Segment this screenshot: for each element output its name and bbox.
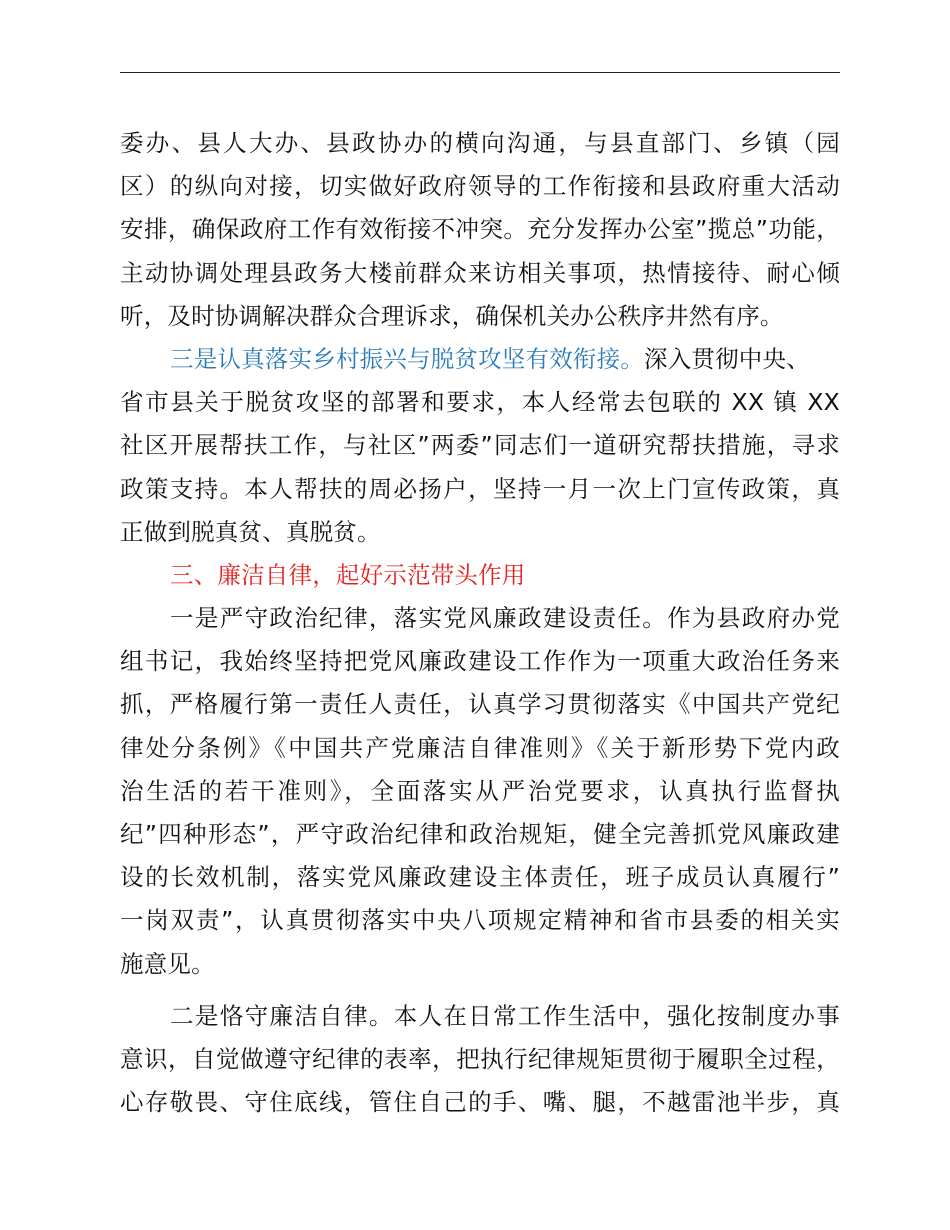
paragraph-first-line: 二是恪守廉洁自律。本人在日常工作生活中，强化按制度办事: [170, 1001, 840, 1030]
text-line: 治生活的若干准则》，全面落实从严治党要求，认真执行监督执: [120, 776, 840, 805]
text-line: 抓，严格履行第一责任人责任，认真学习贯彻落实《中国共产党纪: [120, 690, 840, 719]
text-line: 省市县关于脱贫攻坚的部署和要求，本人经常去包联的 XX 镇 XX: [120, 388, 840, 417]
text-line: 正做到脱真贫、真脱贫。: [120, 517, 381, 546]
text-line: 委办、县人大办、县政协办的横向沟通，与县直部门、乡镇（园: [120, 129, 840, 157]
section-title: 三、廉洁自律，起好示范带头作用: [170, 560, 526, 589]
rural-heading-rest: 深入贯彻中央、: [644, 344, 810, 373]
integrity-paragraph: [120, 995, 840, 1125]
coordination-paragraph: [120, 122, 840, 338]
discipline-paragraph: [120, 597, 840, 986]
text-line: 主动协调处理县政务大楼前群众来访相关事项，热情接待、耐心倾: [120, 258, 840, 287]
text-line: 政策支持。本人帮扶的周必扬户，坚持一月一次上门宣传政策，真: [120, 474, 840, 503]
text-line: 听，及时协调解决群众合理诉求，确保机关办公秩序井然有序。: [120, 301, 784, 330]
paragraph-first-line: 一是严守政治纪律，落实党风廉政建设责任。作为县政府办党: [170, 604, 840, 633]
text-line: 心存敬畏、守住底线，管住自己的手、嘴、腿，不越雷池半步，真: [120, 1087, 840, 1116]
paragraph-first-line: [120, 338, 840, 381]
text-line: 纪”四种形态”，严守政治纪律和政治规矩，健全完善抓党风廉政建: [120, 820, 840, 848]
text-line: 施意见。: [120, 949, 215, 978]
rural-revitalization-paragraph: [120, 338, 840, 554]
text-line: 组书记，我始终坚持把党风廉政建设工作作为一项重大政治任务来: [120, 647, 840, 676]
paragraph-gap: [120, 986, 840, 995]
text-line: 律处分条例》《中国共产党廉洁自律准则》《关于新形势下党内政: [120, 733, 840, 762]
text-line: 一岗双责”，认真贯彻落实中央八项规定精神和省市县委的相关实: [120, 906, 840, 935]
header-rule: [120, 72, 840, 73]
text-line: 区）的纵向对接，切实做好政府领导的工作衔接和县政府重大活动: [120, 172, 840, 201]
text-line: 设的长效机制，落实党风廉政建设主体责任，班子成员认真履行”: [120, 863, 840, 892]
rural-heading: 三是认真落实乡村振兴与脱贫攻坚有效衔接。: [170, 344, 644, 373]
text-line: 意识，自觉做遵守纪律的表率，把执行纪律规矩贯彻于履职全过程，: [120, 1044, 840, 1073]
text-line: 安排，确保政府工作有效衔接不冲突。充分发挥办公室”揽总”功能，: [120, 215, 840, 244]
document-body: [120, 122, 840, 1124]
text-line: 社区开展帮扶工作，与社区”两委”同志们一道研究帮扶措施，寻求: [120, 431, 840, 460]
